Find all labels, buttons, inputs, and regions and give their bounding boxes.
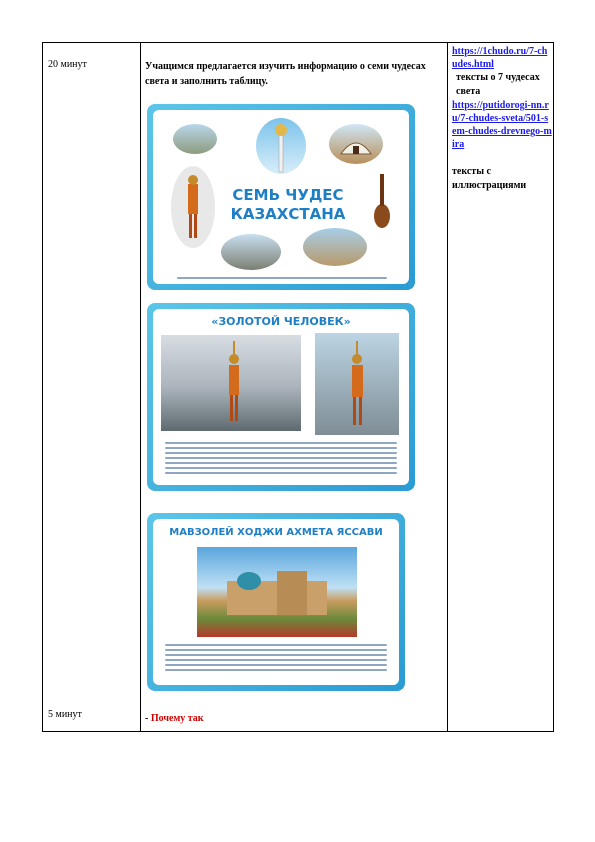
task-instruction: Учащимся предлагается изучить информацию о семи чудесах света и заполнить таблицу. [145, 61, 426, 87]
slide3-title: МАВЗОЛЕЙ ХОДЖИ АХМЕТА ЯССАВИ [169, 527, 383, 538]
slide3-caption [165, 641, 387, 674]
slide-yasawi-mausoleum [147, 513, 405, 691]
mausoleum-photo [197, 547, 357, 637]
slide1-caption [177, 274, 387, 282]
golden-man-outdoor-photo [161, 335, 301, 431]
time-5-min: 5 минут [48, 709, 82, 720]
resources-cell [452, 45, 552, 193]
time-20-min: 20 минут [48, 59, 87, 70]
baiterek-photo [256, 118, 306, 174]
question-dash: - [145, 713, 151, 724]
column-divider-1 [140, 43, 141, 731]
link-putidorogi[interactable]: https://putidorogi-nn.ru/7-chudes-sveta/501-sem-chudes-drevnego-mira [452, 100, 552, 150]
slide-golden-man [147, 303, 415, 491]
dombra-photo [367, 168, 397, 232]
mausoleum-small-photo [303, 228, 367, 266]
column-divider-2 [447, 43, 448, 731]
yurt-photo [329, 124, 383, 164]
question-line [145, 712, 204, 726]
slide1-title [223, 186, 353, 224]
mountain-photo [221, 234, 281, 270]
slide1-title-line2: КАЗАХСТАНА [230, 205, 346, 223]
slide2-title: «ЗОЛОТОЙ ЧЕЛОВЕК» [211, 315, 351, 328]
slide-seven-wonders [147, 104, 415, 290]
golden-man-museum-photo [315, 333, 399, 435]
link-1chudo[interactable]: https://1chudo.ru/7-chudes.html [452, 46, 548, 70]
resource-text-2: тексты с иллюстрациями [452, 166, 527, 191]
resource-text-1: тексты о 7 чудесах света [456, 72, 540, 97]
question-text: Почему так [150, 713, 204, 724]
landscape-photo [173, 124, 217, 154]
slide2-caption [165, 439, 397, 477]
slide1-title-line1: СЕМЬ ЧУДЕС [232, 186, 344, 204]
golden-man-photo [171, 166, 215, 248]
